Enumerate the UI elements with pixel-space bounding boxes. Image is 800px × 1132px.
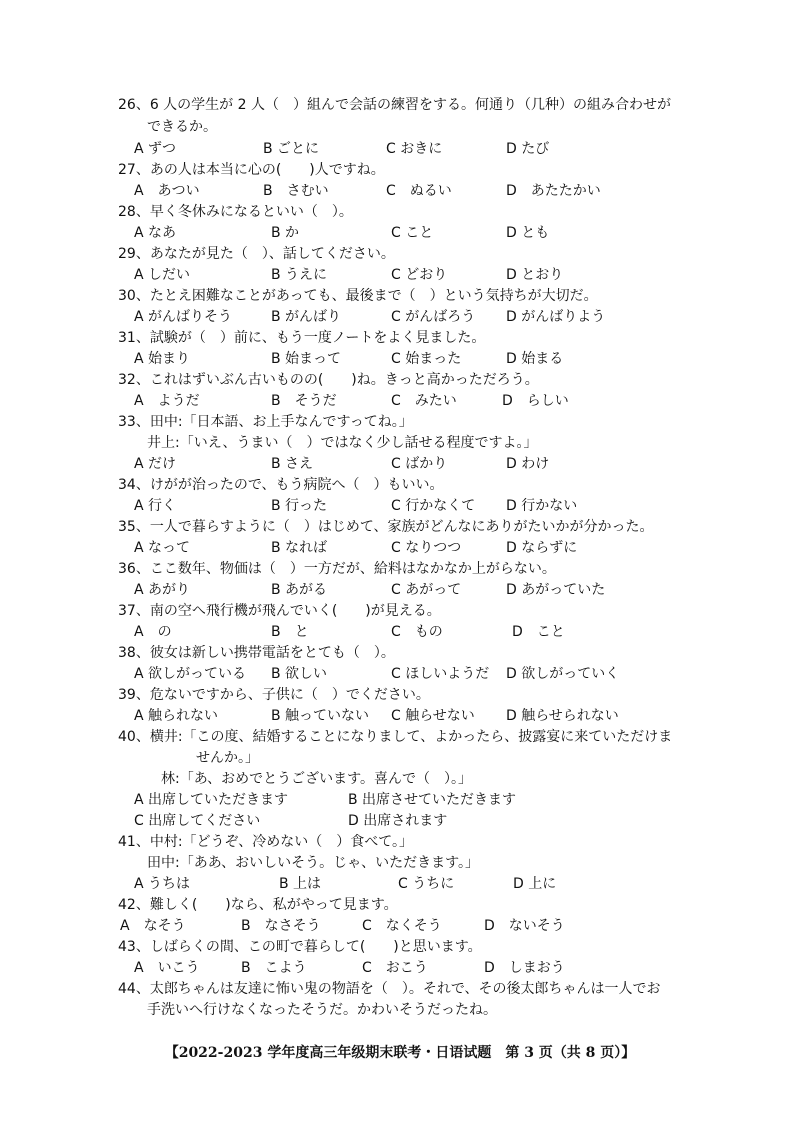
question-39-option-d: D 触らせられない — [506, 708, 619, 724]
question-33-stem: 33、田中:「日本語、お上手なんですってね。」 — [118, 414, 413, 430]
question-30-option-b: B がんばり — [271, 309, 342, 325]
question-31-option-d: D 始まる — [506, 351, 564, 367]
question-35-option-c: C なりつつ — [391, 540, 462, 556]
question-41-option-c: C うちに — [398, 876, 455, 892]
question-43-option-c: C おこう — [362, 960, 428, 976]
question-43-stem: 43、しばらくの間、この町で暮らして( )と思います。 — [118, 939, 482, 955]
question-31-option-a: A 始まり — [134, 351, 191, 367]
question-40-stem: 40、横井:「この度、結婚することになりまして、よかったら、披露宴に来ていただけま — [118, 729, 673, 745]
question-33-option-b: B さえ — [271, 456, 314, 472]
question-27-option-c: C ぬるい — [386, 183, 452, 199]
question-39-option-c: C 触らせない — [391, 708, 475, 724]
question-28-option-a: A なあ — [134, 225, 177, 241]
question-35-stem: 35、一人で暮らすように（ ）はじめて、家族がどんなにありがたいかが分かった。 — [118, 519, 654, 535]
question-27-option-b: B さむい — [263, 183, 329, 199]
page-footer: 【2022-2023 学年度高三年级期末联考・日语试题 第 3 页（共 8 页）】 — [164, 1045, 636, 1061]
question-37-option-c: C もの — [391, 624, 443, 640]
question-40-continuation-2: 林:「あ、おめでとうございます。喜んで（ ）。」 — [161, 771, 473, 787]
question-36-stem: 36、ここ数年、物価は（ ）一方だが、給料はなかなか上がらない。 — [118, 561, 556, 577]
question-26-stem: 26、6 人の学生が 2 人（ ）組んで会話の練習をする。何通り（几种）の組み合わせが — [118, 97, 671, 113]
question-32-stem: 32、これはずいぶん古いものの( )ね。きっと高かっただろう。 — [118, 372, 539, 388]
question-32-option-b: B そうだ — [271, 393, 337, 409]
question-32-option-d: D らしい — [502, 393, 569, 409]
question-42-option-b: B なさそう — [241, 918, 321, 934]
question-30-stem: 30、たとえ困難なことがあっても、最後まで（ ）という気持ちが大切だ。 — [118, 288, 598, 304]
question-33-continuation: 井上:「いえ、うまい（ ）ではなく少し話せる程度ですよ。」 — [147, 435, 538, 451]
question-35-option-d: D ならずに — [506, 540, 578, 556]
question-30-option-c: C がんばろう — [391, 309, 476, 325]
question-26-option-a: A ずつ — [134, 141, 177, 157]
question-28-option-b: B か — [271, 225, 300, 241]
question-40-option-c: C 出席してください — [134, 813, 261, 829]
question-44-stem: 44、太郎ちゃんは友達に怖い鬼の物語を（ ）。それで、その後太郎ちゃんは一人でお — [118, 981, 661, 997]
question-29-stem: 29、あなたが見た（ ）、話してください。 — [118, 246, 395, 262]
question-43-option-a: A いこう — [134, 960, 200, 976]
question-38-option-a: A 欲しがっている — [134, 666, 247, 682]
question-26-option-c: C おきに — [386, 141, 443, 157]
question-44-continuation: 手洗いへ行けなくなったそうだ。かわいそうだったね。 — [147, 1002, 497, 1018]
question-28-stem: 28、早く冬休みになるといい（ ）。 — [118, 204, 353, 220]
question-26-option-b: B ごとに — [263, 141, 320, 157]
question-35-option-a: A なって — [134, 540, 191, 556]
question-32-option-c: C みたい — [391, 393, 457, 409]
question-31-stem: 31、試験が（ ）前に、もう一度ノートをよく見ました。 — [118, 330, 486, 346]
question-33-option-c: C ばかり — [391, 456, 448, 472]
question-42-option-d: D ないそう — [484, 918, 565, 934]
question-29-option-d: D とおり — [506, 267, 564, 283]
question-41-option-b: B 上は — [279, 876, 322, 892]
question-41-option-a: A うちは — [134, 876, 191, 892]
question-32-option-a: A ようだ — [134, 393, 200, 409]
question-40-option-a: A 出席していただきます — [134, 792, 289, 808]
question-29-option-a: A しだい — [134, 267, 191, 283]
question-36-option-a: A あがり — [134, 582, 191, 598]
question-33-option-d: D わけ — [506, 456, 550, 472]
question-40-option-d: D 出席されます — [348, 813, 448, 829]
question-42-option-a: A なそう — [120, 918, 186, 934]
question-34-option-d: D 行かない — [506, 498, 578, 514]
question-36-option-b: B あがる — [271, 582, 328, 598]
question-34-option-b: B 行った — [271, 498, 328, 514]
question-38-stem: 38、彼女は新しい携帯電話をとても（ ）。 — [118, 645, 395, 661]
question-35-option-b: B なれば — [271, 540, 328, 556]
question-37-option-b: B と — [271, 624, 309, 640]
question-27-option-d: D あたたかい — [506, 183, 601, 199]
question-37-stem: 37、南の空へ飛行機が飛んでいく( )が見える。 — [118, 603, 441, 619]
question-41-continuation: 田中:「ああ、おいしいそう。じゃ、いただきます。」 — [147, 855, 480, 871]
question-27-option-a: A あつい — [134, 183, 200, 199]
question-28-option-d: D とも — [506, 225, 550, 241]
question-43-option-b: B こよう — [241, 960, 307, 976]
question-37-option-a: A の — [134, 624, 172, 640]
question-37-option-d: D こと — [512, 624, 565, 640]
question-29-option-b: B うえに — [271, 267, 328, 283]
question-40-continuation-1: せんか。」 — [196, 750, 259, 766]
question-43-option-d: D しまおう — [484, 960, 565, 976]
question-41-option-d: D 上に — [513, 876, 557, 892]
question-31-option-b: B 始まって — [271, 351, 342, 367]
question-26-continuation: できるか。 — [147, 119, 217, 135]
question-34-option-c: C 行かなくて — [391, 498, 476, 514]
question-30-option-d: D がんばりよう — [506, 309, 606, 325]
question-36-option-c: C あがって — [391, 582, 462, 598]
question-42-stem: 42、難しく( )なら、私がやって見ます。 — [118, 897, 398, 913]
question-34-option-a: A 行く — [134, 498, 177, 514]
question-33-option-a: A だけ — [134, 456, 177, 472]
question-27-stem: 27、あの人は本当に心の( )人ですね。 — [118, 162, 385, 178]
question-39-stem: 39、危ないですから、子供に（ ）でください。 — [118, 687, 430, 703]
question-38-option-b: B 欲しい — [271, 666, 328, 682]
question-42-option-c: C なくそう — [362, 918, 442, 934]
question-38-option-d: D 欲しがっていく — [506, 666, 620, 682]
question-41-stem: 41、中村:「どうぞ、冷めない（ ）食べて。」 — [118, 834, 413, 850]
question-29-option-c: C どおり — [391, 267, 448, 283]
question-31-option-c: C 始まった — [391, 351, 462, 367]
question-28-option-c: C こと — [391, 225, 434, 241]
question-39-option-b: B 触っていない — [271, 708, 370, 724]
question-40-option-b: B 出席させていただきます — [348, 792, 517, 808]
question-38-option-c: C ほしいようだ — [391, 666, 490, 682]
question-36-option-d: D あがっていた — [506, 582, 606, 598]
question-26-option-d: D たび — [506, 141, 550, 157]
question-34-stem: 34、けがが治ったので、もう病院へ（ ）もいい。 — [118, 477, 444, 493]
question-30-option-a: A がんばりそう — [134, 309, 233, 325]
question-39-option-a: A 触られない — [134, 708, 219, 724]
